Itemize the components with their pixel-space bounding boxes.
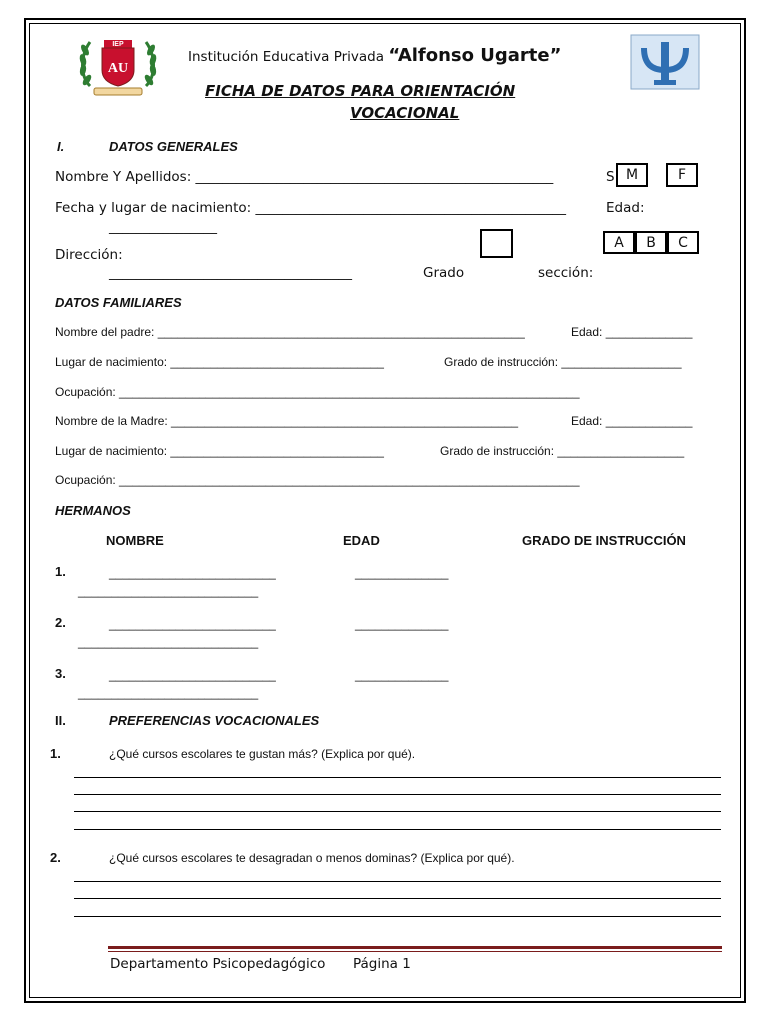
question-1-number: 1.: [50, 746, 61, 761]
answer-line[interactable]: [74, 794, 721, 795]
form-title-line2: VOCACIONAL: [350, 104, 460, 122]
footer-department: Departamento Psicopedagógico: [110, 956, 326, 972]
question-2-number: 2.: [50, 850, 61, 865]
sibling-grade-field[interactable]: ___________________________: [78, 635, 259, 649]
section-number-preferences: II.: [55, 713, 66, 728]
sibling-row-number: 2.: [55, 615, 66, 630]
birth-field[interactable]: Fecha y lugar de nacimiento: ______________________________________________: [55, 200, 566, 216]
form-title-line1: FICHA DE DATOS PARA ORIENTACIÓN: [205, 82, 516, 100]
section-b-box[interactable]: B: [635, 231, 667, 254]
question-2-text: ¿Qué cursos escolares te desagradan o menos dominas? (Explica por qué).: [109, 851, 515, 865]
sibling-name-field[interactable]: _________________________: [109, 668, 276, 682]
sibling-row-number: 3.: [55, 666, 66, 681]
sibling-name-field[interactable]: _________________________: [109, 617, 276, 631]
age-label: Edad:: [606, 200, 645, 216]
answer-line[interactable]: [74, 811, 721, 812]
mother-birth-field[interactable]: Lugar de nacimiento: ________________________________: [55, 444, 384, 458]
age-field[interactable]: ________________: [109, 219, 217, 235]
sibling-row-number: 1.: [55, 564, 66, 579]
grade-label: Grado: [423, 265, 465, 281]
institution-name: “Alfonso Ugarte”: [388, 45, 562, 66]
sibling-age-field[interactable]: ______________: [355, 617, 449, 631]
siblings-col-name: NOMBRE: [106, 533, 164, 548]
answer-line[interactable]: [74, 916, 721, 917]
svg-text:AU: AU: [107, 61, 129, 76]
father-grade-field[interactable]: Grado de instrucción: __________________: [444, 355, 682, 369]
father-name-field[interactable]: Nombre del padre: _______________________________________________________: [55, 325, 525, 339]
sex-f-box[interactable]: F: [666, 163, 698, 187]
sibling-age-field[interactable]: ______________: [355, 566, 449, 580]
mother-grade-field[interactable]: Grado de instrucción: ___________________: [440, 444, 685, 458]
institution-prefix: Institución Educativa Privada: [188, 49, 385, 65]
sibling-name-field[interactable]: _________________________: [109, 566, 276, 580]
footer-rule-thick: [108, 946, 722, 949]
psi-logo-icon: [630, 34, 700, 90]
answer-line[interactable]: [74, 777, 721, 778]
mother-job-field[interactable]: Ocupación: _____________________________________________________________________: [55, 473, 580, 487]
svg-text:IEP: IEP: [112, 41, 124, 48]
answer-line[interactable]: [74, 881, 721, 882]
section-title-siblings: HERMANOS: [55, 503, 131, 518]
grade-box[interactable]: [480, 229, 513, 258]
section-number-general: I.: [57, 139, 65, 154]
question-1-text: ¿Qué cursos escolares te gustan más? (Explica por qué).: [109, 747, 416, 761]
section-label: sección:: [538, 265, 594, 281]
father-birth-field[interactable]: Lugar de nacimiento: ________________________________: [55, 355, 384, 369]
address-label: Dirección:: [55, 247, 123, 263]
mother-age-field[interactable]: Edad: _____________: [571, 414, 693, 428]
sex-m-box[interactable]: M: [616, 163, 648, 187]
section-title-general: DATOS GENERALES: [109, 139, 238, 154]
footer-rule-thin: [108, 951, 722, 952]
section-title-preferences: PREFERENCIAS VOCACIONALES: [109, 713, 320, 728]
section-c-box[interactable]: C: [667, 231, 699, 254]
sibling-grade-field[interactable]: ___________________________: [78, 584, 259, 598]
answer-line[interactable]: [74, 898, 721, 899]
school-crest-icon: [76, 36, 160, 98]
father-age-field[interactable]: Edad: _____________: [571, 325, 693, 339]
footer-page-number: Página 1: [353, 956, 411, 972]
sibling-age-field[interactable]: ______________: [355, 668, 449, 682]
section-title-family: DATOS FAMILIARES: [55, 295, 182, 310]
sex-label: S: [606, 169, 615, 185]
siblings-col-grade: GRADO DE INSTRUCCIÓN: [522, 533, 686, 548]
address-field[interactable]: ____________________________________: [109, 265, 352, 281]
sibling-grade-field[interactable]: ___________________________: [78, 686, 259, 700]
mother-name-field[interactable]: Nombre de la Madre: ____________________________________________________: [55, 414, 519, 428]
siblings-col-age: EDAD: [343, 533, 380, 548]
section-a-box[interactable]: A: [603, 231, 635, 254]
answer-line[interactable]: [74, 829, 721, 830]
name-field[interactable]: Nombre Y Apellidos: _____________________________________________________: [55, 169, 554, 185]
father-job-field[interactable]: Ocupación: _____________________________________________________________________: [55, 385, 580, 399]
